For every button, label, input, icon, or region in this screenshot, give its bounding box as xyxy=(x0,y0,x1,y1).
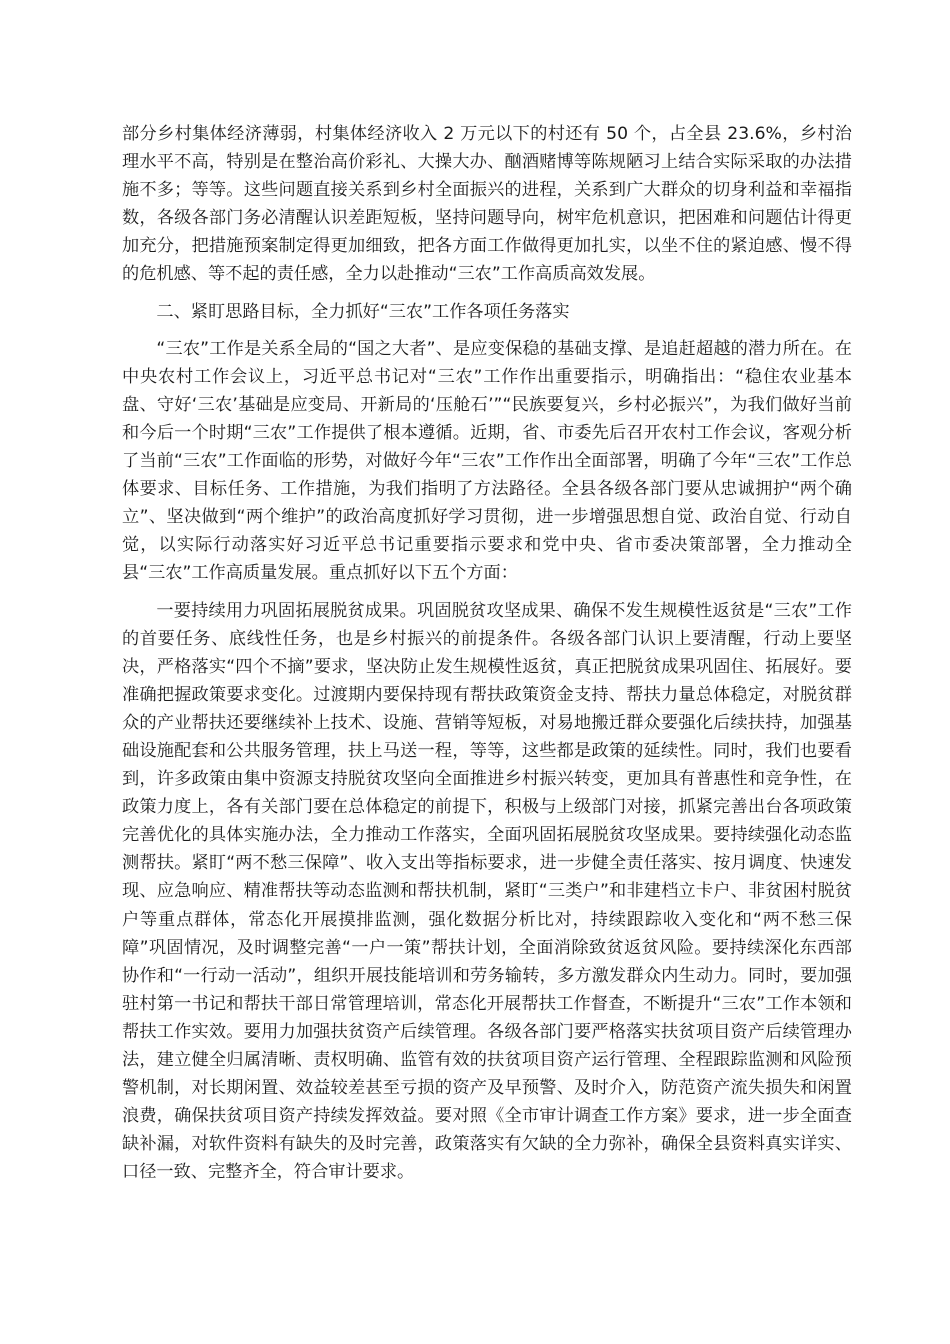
document-page xyxy=(122,120,852,1195)
paragraph-continuation: 部分乡村集体经济薄弱，村集体经济收入 2 万元以下的村还有 50 个，占全县 23.6%，乡村治理水平不高，特别是在整治高价彩礼、大操大办、酗酒赌博等陈规陋习上结合实际采取的办法措施不多；等等。这些问题直接关系到乡村全面振兴的进程，关系到广大群众的切身利益和幸福指数，各级各部门务必清醒认识差距短板，坚持问题导向，树牢危机意识，把困难和问题估计得更加充分，把措施预案制定得更加细致，把各方面工作做得更加扎实，以坐不住的紧迫感、慢不得的危机感、等不起的责任感，全力以赴推动“三农”工作高质高效发展。 xyxy=(122,124,852,285)
paragraph-body: 一要持续用力巩固拓展脱贫成果。巩固脱贫攻坚成果、确保不发生规模性返贫是“三农”工作的首要任务、底线性任务，也是乡村振兴的前提条件。各级各部门认识上要清醒，行动上要坚决，严格落实“四个不摘”要求，坚决防止发生规模性返贫，真正把脱贫成果巩固住、拓展好。要准确把握政策要求变化。过渡期内要保持现有帮扶政策资金支持、帮扶力量总体稳定，对脱贫群众的产业帮扶还要继续补上技术、设施、营销等短板，对易地搬迁群众要强化后续扶持，加强基础设施配套和公共服务管理，扶上马送一程，等等，这些都是政策的延续性。同时，我们也要看到，许多政策由集中资源支持脱贫攻坚向全面推进乡村振兴转变，更加具有普惠性和竞争性，在政策力度上，各有关部门要在总体稳定的前提下，积极与上级部门对接，抓紧完善出台各项政策完善优化的具体实施办法，全力推动工作落实，全面巩固拓展脱贫攻坚成果。要持续强化动态监测帮扶。紧盯“两不愁三保障”、收入支出等指标要求，进一步健全责任落实、按月调度、快速发现、应急响应、精准帮扶等动态监测和帮扶机制，紧盯“三类户”和非建档立卡户、非贫困村脱贫户等重点群体，常态化开展摸排监测，强化数据分析比对，持续跟踪收入变化和“两不愁三保障”巩固情况，及时调整完善“一户一策”帮扶计划，全面消除致贫返贫风险。要持续深化东西部协作和“一行动一活动”，组织开展技能培训和劳务输转，多方激发群众内生动力。同时，要加强驻村第一书记和帮扶干部日常管理培训，常态化开展帮扶工作督查，不断提升“三农”工作本领和帮扶工作实效。要用力加强扶贫资产后续管理。各级各部门要严格落实扶贫项目资产后续管理办法，建立健全归属清晰、责权明确、监管有效的扶贫项目资产运行管理、全程跟踪监测和风险预警机制，对长期闲置、效益较差甚至亏损的资产及早预警、及时介入，防范资产流失损失和闲置浪费，确保扶贫项目资产持续发挥效益。要对照《全市审计调查工作方案》要求，进一步全面查缺补漏，对软件资料有缺失的及时完善，政策落实有欠缺的全力弥补，确保全县资料真实详实、口径一致、完整齐全，符合审计要求。 xyxy=(122,600,852,1183)
paragraph-body: “三农”工作是关系全局的“国之大者”、是应变保稳的基础支撑、是追赶超越的潜力所在。在中央农村工作会议上，习近平总书记对“三农”工作作出重要指示，明确指出：“稳住农业基本盘、守好‘三农’基础是应变局、开新局的‘压舱石’”“民族要复兴，乡村必振兴”，为我们做好当前和今后一个时期“三农”工作提供了根本遵循。近期，省、市委先后召开农村工作会议，客观分析了当前“三农”工作面临的形势，对做好今年“三农”工作作出全面部署，明确了今年“三农”工作总体要求、目标任务、工作措施，为我们指明了方法路径。全县各级各部门要从忠诚拥护“两个确立”、坚决做到“两个维护”的政治高度抓好学习贯彻，进一步增强思想自觉、政治自觉、行动自觉，以实际行动落实好习近平总书记重要指示要求和党中央、省市委决策部署，全力推动全县“三农”工作高质量发展。重点抓好以下五个方面： xyxy=(122,338,852,584)
section-heading: 二、紧盯思路目标，全力抓好“三农”工作各项任务落实 xyxy=(156,301,570,322)
